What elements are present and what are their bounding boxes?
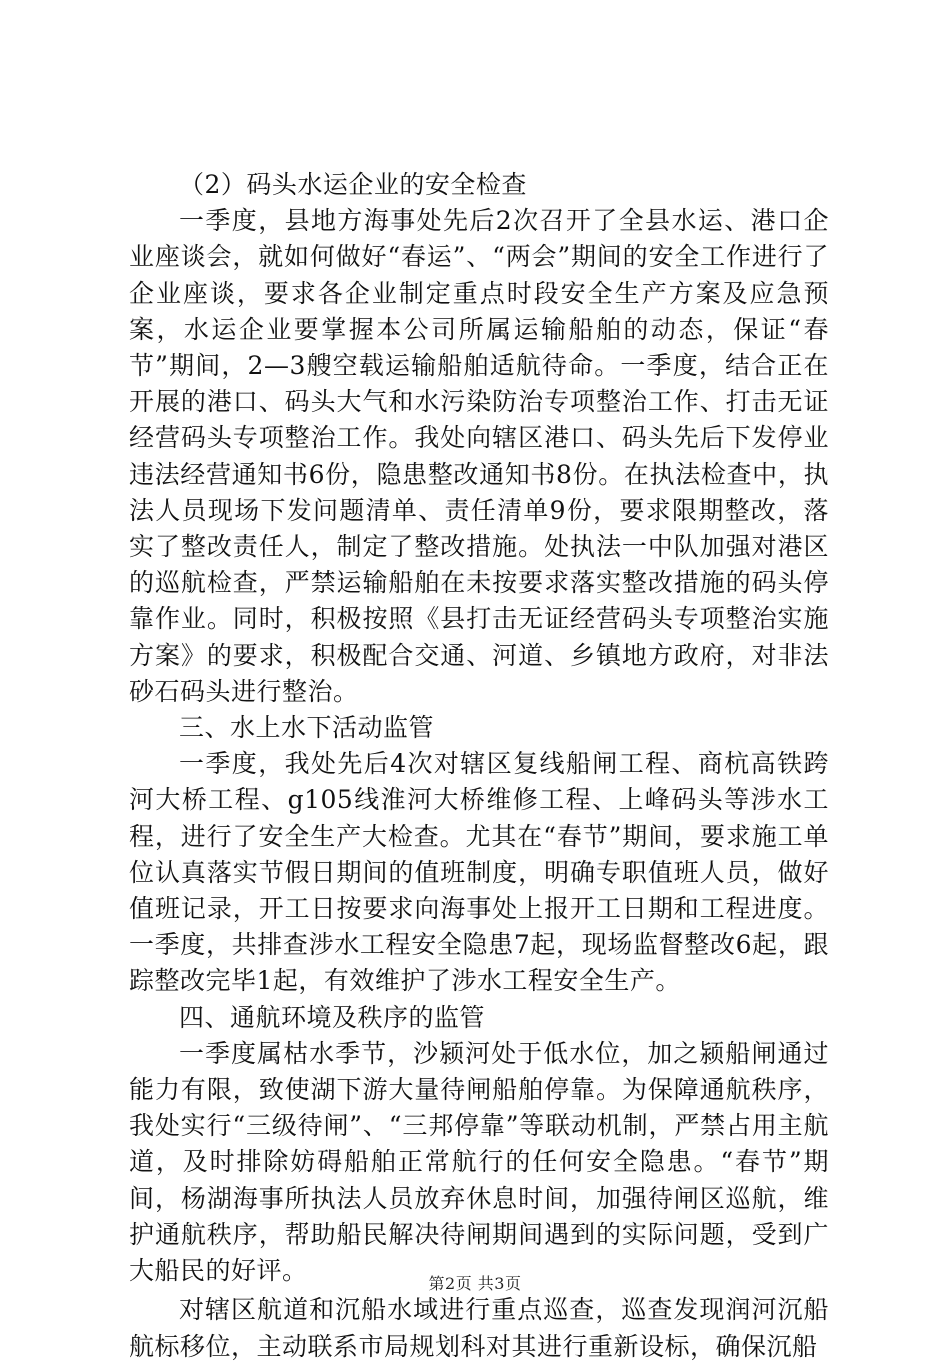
paragraph-dock-inspection: 一季度，县地方海事处先后2次召开了全县水运、港口企业座谈会，就如何做好“春运”、“两会”期间的安全工作进行了企业座谈，要求各企业制定重点时段安全生产方案及应急预案，水运企业要掌握本公司所属运输船舶的动态，保证“春节”期间，2—3艘空载运输船舶适航待命。一季度，结合正在开展的港口、码头大气和水污染防治专项整治工作、打击无证经营码头专项整治工作。我处向辖区港口、码头先后下发停业违法经营通知书6份，隐患整改通知书8份。在执法检查中，执法人员现场下发问题清单、责任清单9份，要求限期整改，落实了整改责任人，制定了整改措施。处执法一中队加强对港区的巡航检查，严禁运输船舶在未按要求落实整改措施的码头停靠作业。同时，积极按照《县打击无证经营码头专项整治实施方案》的要求，积极配合交通、河道、乡镇地方政府，对非法砂石码头进行整治。 xyxy=(129,206,829,706)
paragraph-navigation-order: 一季度属枯水季节，沙颍河处于低水位，加之颍船闸通过能力有限，致使湖下游大量待闸船舶停靠。为保障通航秩序，我处实行“三级待闸”、“三邦停靠”等联动机制，严禁占用主航道，及时排除妨碍船舶正常航行的任何安全隐患。“春节”期间，杨湖海事所执法人员放弃休息时间，加强待闸区巡航，维护通航秩序，帮助船民解决待闸期间遇到的实际问题，受到广大船民的好评。 xyxy=(129,1038,829,1286)
section-heading-dock-inspection: （2）码头水运企业的安全检查 xyxy=(179,170,527,199)
document-body xyxy=(129,167,829,1365)
section-heading-navigation-order: 四、通航环境及秩序的监管 xyxy=(179,1002,486,1032)
paragraph-channel-patrol: 对辖区航道和沉船水域进行重点巡查，巡查发现润河沉船航标移位，主动联系市局规划科对其进行重新设标，确保沉船 xyxy=(129,1295,829,1361)
page-footer: 第2页 共3页 xyxy=(428,1274,522,1293)
section-heading-water-activities: 三、水上水下活动监管 xyxy=(179,713,435,743)
paragraph-water-activities: 一季度，我处先后4次对辖区复线船闸工程、商杭高铁跨河大桥工程、g105线淮河大桥维修工程、上峰码头等涉水工程，进行了安全生产大检查。尤其在“春节”期间，要求施工单位认真落实节假日期间的值班制度，明确专职值班人员，做好值班记录，开工日按要求向海事处上报开工日期和工程进度。一季度，共排查涉水工程安全隐患7起，现场监督整改6起，跟踪整改完毕1起，有效维护了涉水工程安全生产。 xyxy=(129,749,829,996)
